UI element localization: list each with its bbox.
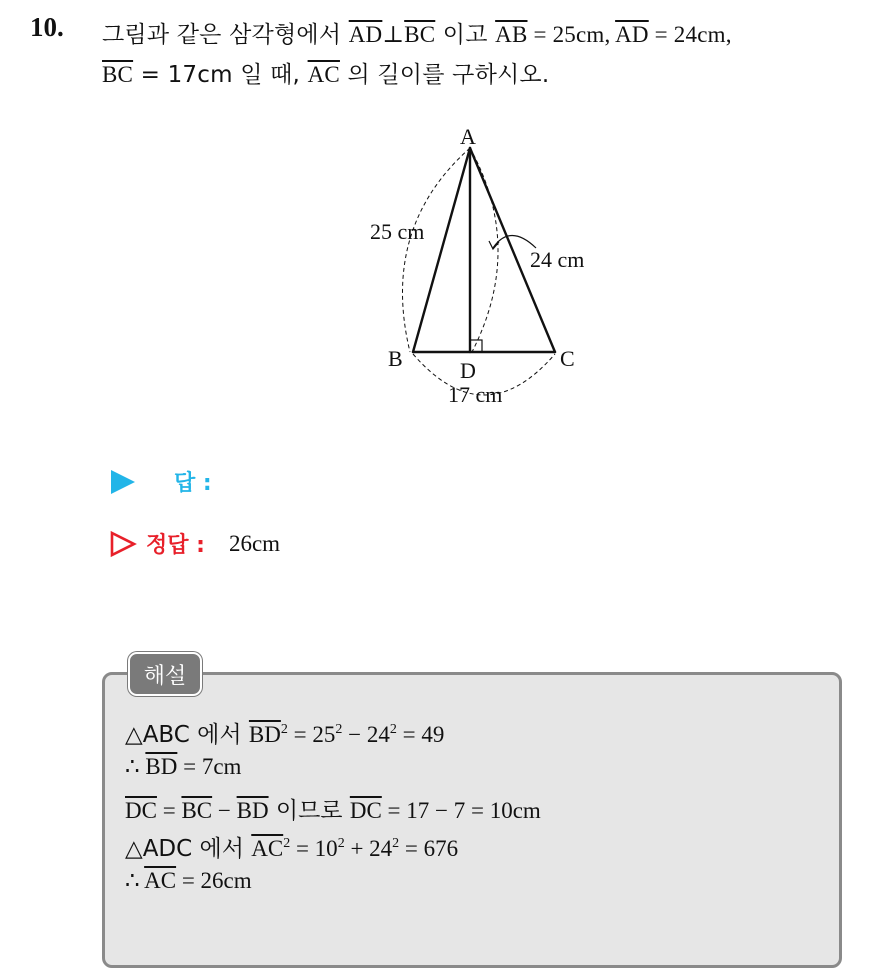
question-number: 10.	[30, 12, 64, 42]
solution-tab: 해설	[128, 652, 202, 696]
question-line-1: 그림과 같은 삼각형에서 $\overline{AD}\perp\overline{BC}$ 이고 $\overline{AB} = 25cm$, $\overline{AD} = 24cm$,	[102, 22, 732, 48]
segment-ac: $\overline{AC}$	[307, 62, 340, 87]
correct-answer-row	[108, 528, 280, 559]
brace-ab	[403, 148, 471, 352]
segment-ad: $\overline{AD}$	[615, 22, 649, 47]
segment-bc: $\overline{BC}$	[404, 22, 436, 47]
solution-line-3: $\overline{DC} = \overline{BC} - \overline{BD}$ 이므로 $\overline{DC} = 17 - 7 = 10cm$	[125, 798, 541, 824]
segment-ab: $\overline{AB}$	[495, 22, 528, 47]
vertex-label-a: A	[460, 124, 476, 149]
segment-ad: $\overline{AD}$	[348, 22, 383, 47]
correct-answer-label: 정답 :	[146, 533, 205, 558]
solution-line-5: ∴ $\overline{AC} = 26cm$	[125, 868, 252, 893]
length-label-ab: 25 cm	[370, 219, 425, 244]
play-marker-icon	[108, 468, 138, 496]
outline-play-marker-icon	[108, 530, 138, 558]
vertex-label-d: D	[460, 358, 476, 383]
answer-row	[108, 466, 212, 497]
answer-label: 답 :	[174, 471, 212, 496]
question-line-2: $\overline{BC} = 17cm$ 일 때, $\overline{AC}$ 의 길이를 구하시오.	[102, 62, 550, 88]
vertex-label-b: B	[388, 346, 403, 371]
solution-line-1: △ABC 에서 $\overline{BD}^2 = 25^2 - 24^2 = 49$	[125, 722, 445, 748]
right-angle-mark	[470, 340, 482, 352]
segment-bc: $\overline{BC}$	[102, 62, 134, 87]
triangle-figure	[350, 118, 610, 418]
solution-line-2: ∴ $\overline{BD} = 7cm$	[125, 754, 242, 779]
side-ab	[413, 148, 470, 352]
vertex-label-c: C	[560, 346, 575, 371]
correct-answer-value: 26cm	[228, 530, 281, 556]
length-label-bc: 17 cm	[448, 382, 503, 407]
solution-line-4: △ADC 에서 $\overline{AC}^2 = 10^2 + 24^2 = 676$	[125, 836, 459, 862]
length-label-ad: 24 cm	[530, 247, 585, 272]
